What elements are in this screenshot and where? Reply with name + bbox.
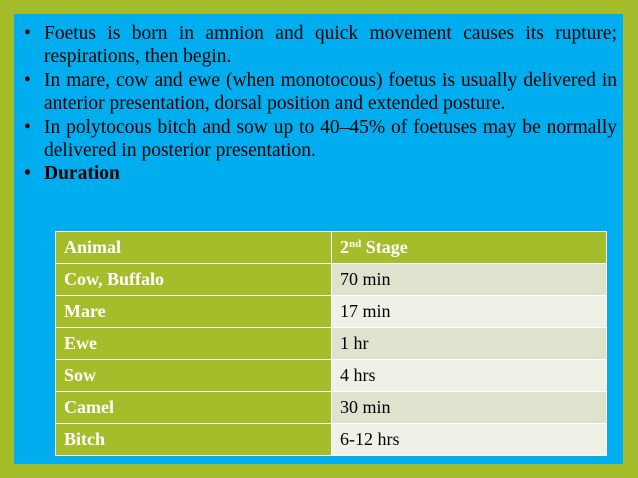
slide-content xyxy=(14,14,623,464)
header-animal: Animal xyxy=(56,232,332,264)
header-stage-label: Stage xyxy=(361,237,408,257)
duration-cell: 30 min xyxy=(332,392,607,424)
header-second-stage xyxy=(332,232,607,264)
bullet-item xyxy=(24,116,617,163)
header-stage-suffix: nd xyxy=(349,238,362,250)
duration-cell: 1 hr xyxy=(332,328,607,360)
animal-cell: Camel xyxy=(56,392,332,424)
bullet-text: In mare, cow and ewe (when monotocous) foetus is usually delivered in anterior presentation, dorsal position and extended posture. xyxy=(44,69,617,115)
animal-cell: Mare xyxy=(56,296,332,328)
bullet-point-icon: • xyxy=(24,23,31,44)
table-row xyxy=(56,392,607,424)
duration-cell: 17 min xyxy=(332,296,607,328)
bullet-point-icon: • xyxy=(24,163,31,185)
bullet-text: In polytocous bitch and sow up to 40–45% of foetuses may be normally delivered in posterior presentation. xyxy=(44,116,617,162)
table-row xyxy=(56,424,607,456)
table-row xyxy=(56,360,607,392)
animal-cell: Ewe xyxy=(56,328,332,360)
duration-cell: 6-12 hrs xyxy=(332,424,607,456)
animal-cell: Cow, Buffalo xyxy=(56,264,332,296)
bullet-text: Foetus is born in amnion and quick movement causes its rupture; respirations, then begin. xyxy=(44,23,617,68)
bullet-list xyxy=(24,22,617,186)
bullet-point-icon: • xyxy=(24,116,31,138)
animal-cell: Bitch xyxy=(56,424,332,456)
table-row xyxy=(56,328,607,360)
duration-cell: 4 hrs xyxy=(332,360,607,392)
bullet-point-icon: • xyxy=(24,69,31,91)
duration-cell: 70 min xyxy=(332,264,607,296)
table-header-row xyxy=(56,232,607,264)
animal-cell: Sow xyxy=(56,360,332,392)
duration-table xyxy=(55,231,607,456)
bullet-item xyxy=(24,22,617,69)
bullet-item-duration xyxy=(24,162,617,185)
table-row xyxy=(56,296,607,328)
bullet-text: Duration xyxy=(44,163,120,185)
bullet-item xyxy=(24,69,617,116)
header-stage-number: 2 xyxy=(340,237,349,257)
table-row xyxy=(56,264,607,296)
